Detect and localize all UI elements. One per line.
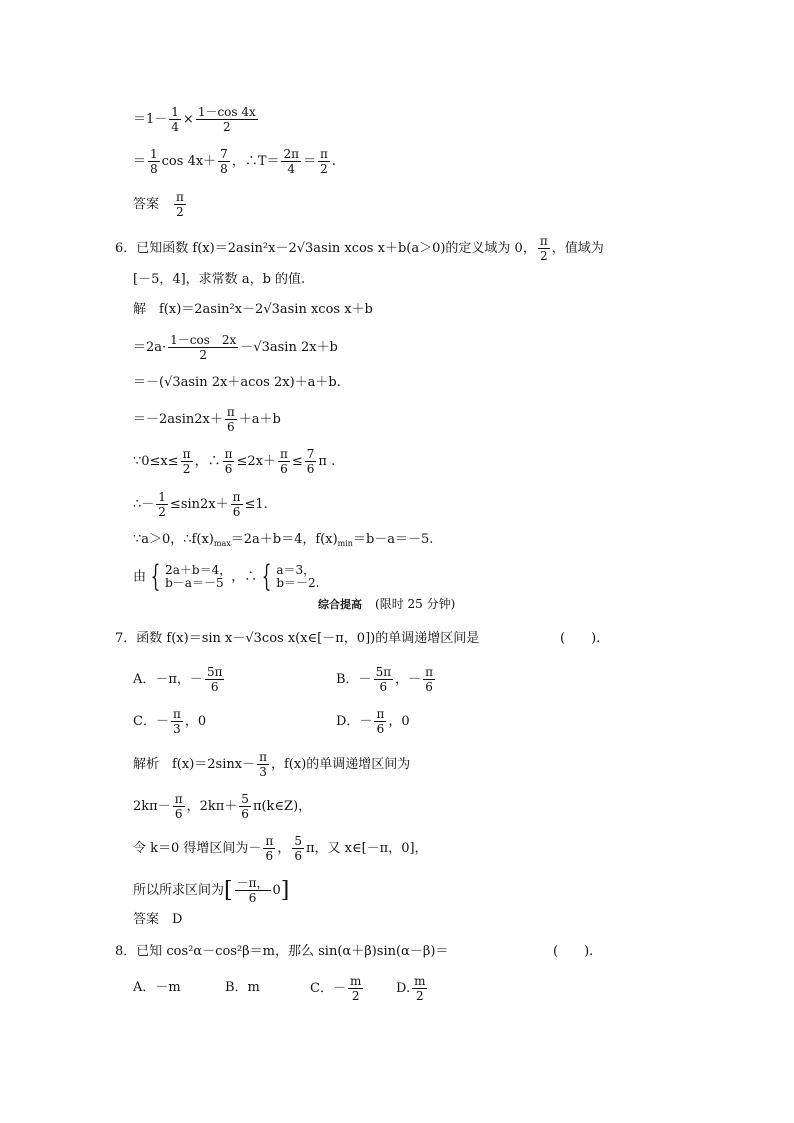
fraction: $\frac{\pi}{6}$: [232, 490, 241, 519]
q6-solution-5: ∵0≤x≤ $\frac{\pi}{2}$ ，∴ $\frac{\pi}{6}$ ≤2x＋ $\frac{\pi}{6}$ ≤ $\frac{7}{6}$ π .: [133, 447, 336, 476]
section-header: 综合提高 (限时 25 分钟): [318, 597, 456, 611]
q6-solution-7: ∵a＞0，$\therefore f(x)_{max}=2a+b=4$，$f(x)_{min}=b-a=-5$.: [133, 532, 434, 548]
fraction: $\frac{\pi}{6}$: [226, 405, 235, 434]
q7-analysis-2: 2kπ－ $\frac{\pi}{6}$ ，2kπ＋ $\frac{5}{6}$ π(k∈Z)，: [133, 792, 312, 821]
fraction: $\frac{\pi}{6}$: [279, 447, 288, 476]
q7-analysis-4: 所以所求区间为[ $\frac{-\pi,}{6}$ 0]: [133, 876, 290, 905]
fraction: $\frac{\pi}{3}$: [259, 750, 267, 779]
fraction: $\frac{\pi}{2}$: [182, 447, 191, 476]
fraction: $\frac{5}{6}$: [294, 834, 302, 863]
fraction: $\frac{1}{2}$: [158, 490, 166, 519]
fraction: $\frac{7}{8}$: [220, 147, 228, 176]
fraction: $\frac{1-\cos 4x}{2}$: [197, 105, 256, 134]
question-6-stem: 6．已知函数 f(x)＝2asin²x－2√3asin xcos x＋b(a＞0)的定义域为 0， $\frac{\pi}{2}$ ，值域为: [115, 234, 604, 263]
fraction: $\frac{5\pi}{6}$: [206, 665, 223, 694]
answer-5: 答案 $\frac{\pi}{2}$: [133, 190, 184, 219]
question-7-stem: 7．函数 f(x)＝sin x－√3cos x(x∈[－π，0])的单调递增区间是: [115, 631, 480, 646]
q7-analysis-1: 解析 f(x)＝2sinx－ $\frac{\pi}{3}$ ，f(x)的单调递增区间为: [133, 750, 411, 779]
option-b: B．－ $\frac{5\pi}{6}$ ，－ $\frac{\pi}{6}$: [336, 665, 433, 694]
fraction: $\frac{\pi}{3}$: [172, 707, 181, 736]
q8-option-b: B．m: [225, 980, 260, 995]
question-8-stem: 8．已知 cos²α－cos²β＝m，那么 sin(α＋β)sin(α－β)＝: [115, 944, 449, 959]
q8-option-c: C．－ $\frac{m}{2}$: [310, 974, 362, 1003]
fraction: $\frac{1}{4}$: [171, 105, 179, 134]
fraction: $\frac{\pi}{6}$: [224, 447, 233, 476]
option-a: A．－π，－ $\frac{5\pi}{6}$: [133, 665, 223, 694]
fraction: $\frac{\pi}{6}$: [376, 707, 385, 736]
fraction: $\frac{7}{6}$: [306, 447, 315, 476]
q6-solution-4: ＝－2asin2x＋ $\frac{\pi}{6}$ ＋a＋b: [133, 405, 281, 434]
fraction: $\frac{\pi}{2}$: [539, 234, 548, 263]
fraction: $\frac{m}{2}$: [349, 974, 362, 1003]
fraction: $\frac{\pi}{6}$: [425, 665, 433, 694]
fraction: $\frac{\pi}{2}$: [176, 190, 184, 219]
question-8-answer-paren: ( ).: [553, 944, 594, 959]
q6-solution-6: ∴－ $\frac{1}{2}$ ≤sin2x＋ $\frac{\pi}{6}$ ≤1.: [133, 490, 268, 519]
fraction: $\frac{2\pi}{4}$: [283, 147, 300, 176]
q6-solution-3: ＝－(√3asin 2x＋acos 2x)＋a＋b.: [133, 375, 341, 390]
fraction: $\frac{m}{2}$: [414, 974, 426, 1003]
q7-analysis-3: 令 k＝0 得增区间为－ $\frac{\pi}{6}$ ， $\frac{5}{6}$ π，又 x∈[－π，0]，: [133, 834, 428, 863]
solution-line-2: ＝ $\frac{1}{8}$ cos 4x＋ $\frac{7}{8}$ ，∴T＝ $\frac{2\pi}{4}$ ＝ $\frac{\pi}{2}$ .: [133, 147, 337, 176]
option-d: D．－ $\frac{\pi}{6}$ ，0: [336, 707, 410, 736]
q8-option-d: D. $\frac{m}{2}$: [396, 974, 426, 1003]
question-6-stem-cont: [－5，4]，求常数 a，b 的值.: [133, 272, 306, 287]
q6-solution-8: 由 { 2a＋b＝4， b－a＝－5 ，∴ { a＝3， b＝－2.: [133, 559, 320, 594]
fraction: $\frac{\pi}{2}$: [320, 147, 328, 176]
q8-option-a: A．－m: [133, 980, 181, 995]
solution-line-1: ＝1－ $\frac{1}{4}$ × $\frac{1-\cos 4x}{2}$: [133, 105, 256, 134]
fraction: $\frac{1}{8}$: [150, 147, 158, 176]
fraction: $\frac{\pi}{6}$: [265, 834, 274, 863]
q6-solution-1: 解 f(x)＝2asin²x－2√3asin xcos x＋b: [133, 302, 373, 317]
q7-answer: 答案 D: [133, 912, 183, 927]
fraction: $\frac{-\pi,}{6}$: [236, 876, 269, 905]
fraction: $\frac{5\pi}{6}$: [375, 665, 392, 694]
system-brace: { a＝3， b＝－2.: [262, 559, 320, 594]
option-c: C．－ $\frac{\pi}{3}$ ，0: [133, 707, 207, 736]
system-brace: { 2a＋b＝4， b－a＝－5: [150, 559, 232, 594]
fraction: $\frac{1-\cos 2x}{2}$: [170, 333, 237, 362]
fraction: $\frac{5}{6}$: [241, 792, 249, 821]
q6-solution-2: ＝2a· $\frac{1-\cos 2x}{2}$ －√3asin 2x＋b: [133, 333, 338, 362]
fraction: $\frac{\pi}{6}$: [174, 792, 183, 821]
question-7-answer-paren: ( ).: [560, 631, 601, 646]
